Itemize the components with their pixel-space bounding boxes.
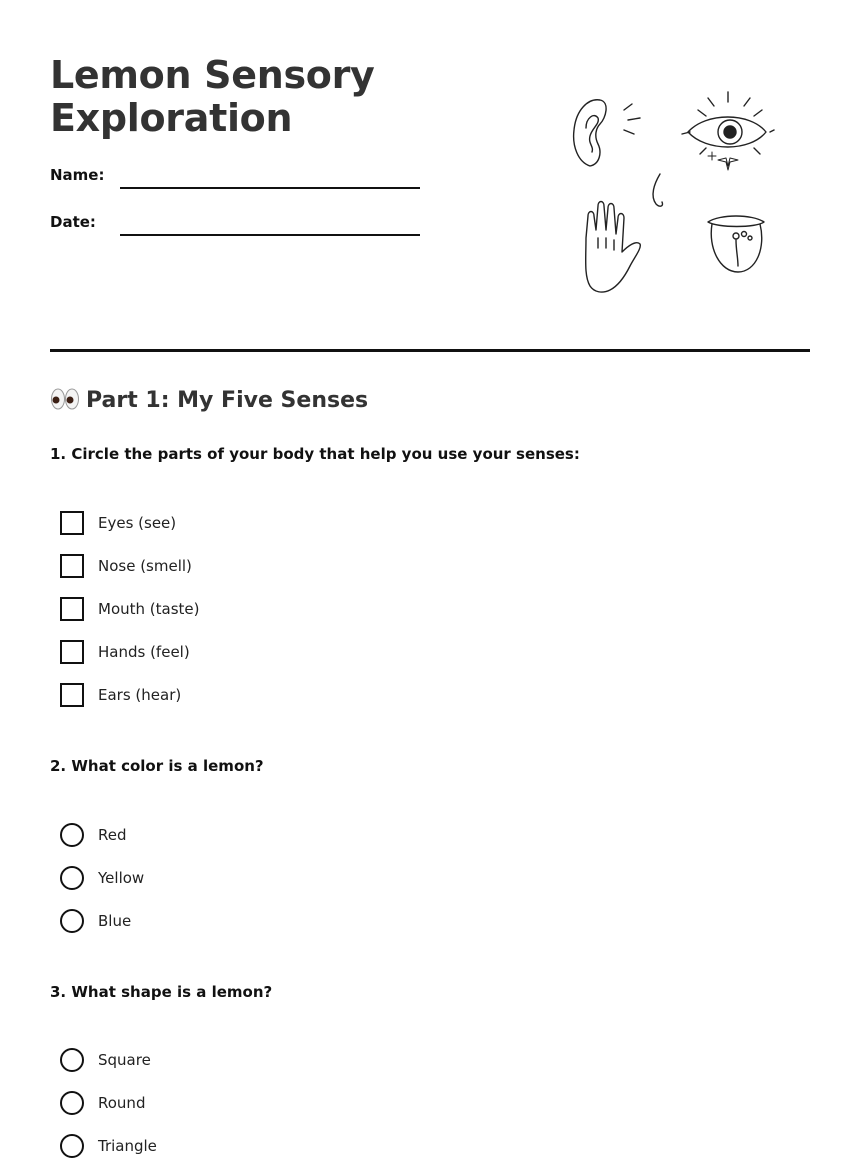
option-label: Round [98,1094,146,1112]
option-label: Ears (hear) [98,686,182,704]
radio-button[interactable] [60,823,84,847]
q1-option-mouth[interactable] [60,597,199,621]
question-3: 3. What shape is a lemon? [50,983,273,1001]
q2-option-yellow[interactable] [60,866,144,890]
option-label: Yellow [98,869,145,887]
option-label: Mouth (taste) [98,600,200,618]
date-label: Date: [50,213,96,231]
option-label: Red [98,826,127,844]
eyes-emoji-icon [50,387,80,411]
hand-icon [586,202,641,293]
q1-option-hands[interactable] [60,640,190,664]
q3-option-round[interactable] [60,1091,145,1115]
q3-option-triangle[interactable] [60,1134,157,1158]
checkbox[interactable] [60,597,84,621]
radio-button[interactable] [60,909,84,933]
part1-heading [50,388,368,413]
worksheet-title: Lemon Sensory Exploration [50,53,375,140]
tongue-icon [708,216,764,272]
q1-option-ears[interactable] [60,683,181,707]
checkbox[interactable] [60,683,84,707]
checkbox[interactable] [60,554,84,578]
q3-option-square[interactable] [60,1048,151,1072]
checkbox[interactable] [60,640,84,664]
q1-option-eyes[interactable] [60,511,176,535]
nose-icon [653,174,663,206]
q2-option-blue[interactable] [60,909,131,933]
radio-button[interactable] [60,1134,84,1158]
checkbox[interactable] [60,511,84,535]
option-label: Blue [98,912,132,930]
date-field[interactable] [120,234,420,236]
radio-button[interactable] [60,866,84,890]
q1-option-nose[interactable] [60,554,192,578]
name-label: Name: [50,166,105,184]
option-label: Hands (feel) [98,643,190,661]
q2-option-red[interactable] [60,823,127,847]
eye-icon [682,92,774,170]
part1-heading-text: Part 1: My Five Senses [86,388,369,413]
option-label: Eyes (see) [98,514,177,532]
name-field[interactable] [120,187,420,189]
question-2: 2. What color is a lemon? [50,757,264,775]
radio-button[interactable] [60,1091,84,1115]
question-1: 1. Circle the parts of your body that help you use your senses: [50,445,580,463]
section-divider [50,349,810,352]
option-label: Triangle [98,1137,157,1155]
option-label: Nose (smell) [98,557,192,575]
five-senses-illustration [560,88,780,293]
radio-button[interactable] [60,1048,84,1072]
option-label: Square [98,1051,151,1069]
ear-icon [574,100,640,166]
